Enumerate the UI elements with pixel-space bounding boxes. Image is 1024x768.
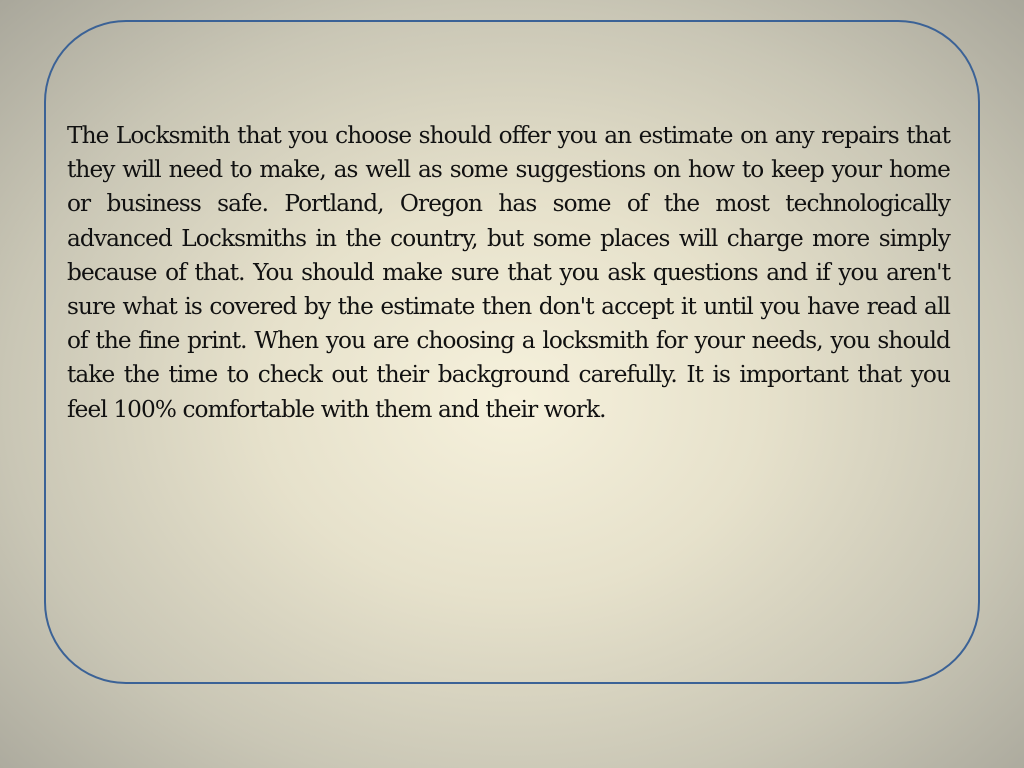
slide-body-paragraph: The Locksmith that you choose should offer you an estimate on any repairs that they will need to make, as well as some suggestions on how to keep your home or business safe. Portland, Oregon has some of the most technologically advanced Locksmiths in the country, but some places will charge more simply because of that. You should make sure that you ask questions and if you aren't sure what is covered by the estimate then don't accept it until you have read all of the fine print. When you are choosing a locksmith for your needs, you should take the time to check out their background carefully. It is important that you feel 100% comfortable with them and their work.	[67, 122, 950, 423]
